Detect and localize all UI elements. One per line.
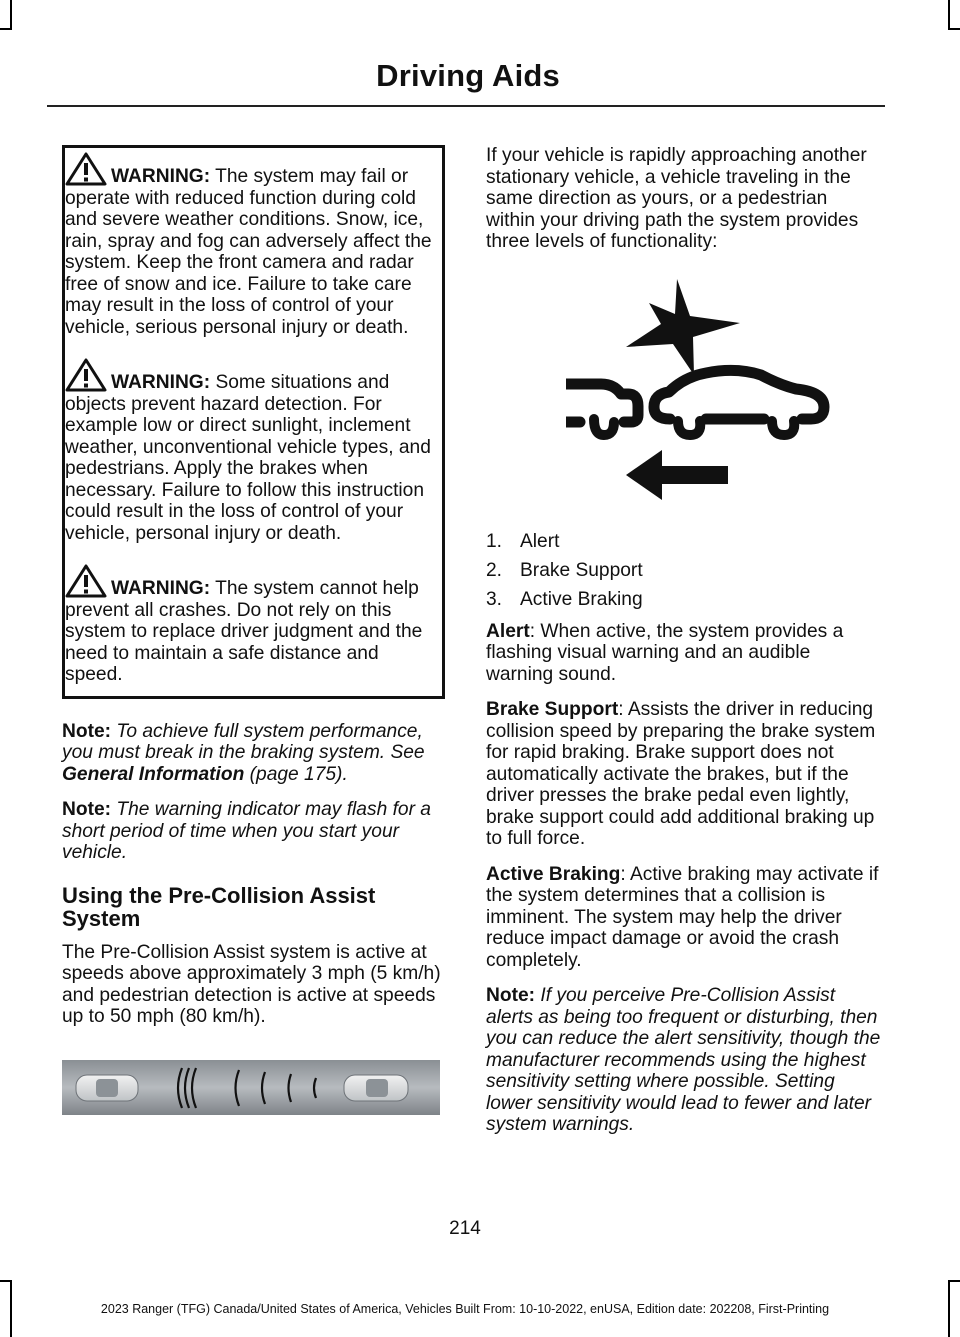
definition-paragraph xyxy=(486,699,881,850)
front-car-icon xyxy=(344,1075,408,1101)
radar-road-illustration xyxy=(62,1060,440,1115)
warning-paragraph xyxy=(65,148,436,338)
definition-paragraph xyxy=(486,864,881,972)
left-column xyxy=(62,145,445,1120)
warning-title: WARNING: xyxy=(111,372,211,393)
star-icon xyxy=(626,279,740,375)
page-reference: (page 175). xyxy=(244,763,348,785)
definition-text: : Assists the driver in reducing collision speed by preparing the brake system for rapid braking. Brake support does not automatically activate the brakes, but if the driver presses the brake pedal even lightly, brake support could add additional braking up to full force. xyxy=(486,699,876,849)
warning-text: The system cannot help prevent all crashes. Do not rely on this system to replace driver judgment and the need to maintain a safe distance and speed. xyxy=(65,578,423,685)
warning-text: The system may fail or operate with reduced function during cold and severe weather conditions. Snow, ice, rain, spray and fog can adversely affect the system. Keep the front camera and radar free of snow and ice. Failure to take care may result in the loss of control of your vehicle, serious personal injury or death. xyxy=(65,166,432,338)
list-item: 3. Active Braking xyxy=(486,588,643,610)
note-text: To achieve full system performance, you must break in the braking system. See xyxy=(62,720,425,763)
page-footer: 2023 Ranger (TFG) Canada/United States of America, Vehicles Built From: 10-10-2022, enUSA, Edition date: 202208, First-Printing xyxy=(100,1302,830,1316)
warning-triangle-icon xyxy=(65,564,107,598)
note-text: The warning indicator may flash for a short period of time when you start your vehicle. xyxy=(62,799,431,863)
note-label: Note: xyxy=(62,799,112,820)
levels-list xyxy=(486,531,881,611)
crop-mark xyxy=(10,0,12,30)
crop-mark xyxy=(948,0,950,30)
definition-text: : When active, the system provides a flashing visual warning and an audible warning sound. xyxy=(486,620,844,685)
note-label: Note: xyxy=(486,985,536,1006)
warning-text: Some situations and objects prevent hazard detection. For example low or direct sunlight, inclement weather, unconventional vehicle types, and pedestrians. Apply the brakes when necessary. Failure to follow this instruction could result in the loss of control of your vehicle, personal injury or death. xyxy=(65,372,431,544)
definition-term: Brake Support xyxy=(486,699,619,720)
crop-mark xyxy=(948,1280,950,1337)
cross-reference-link[interactable]: General Information xyxy=(62,763,245,785)
note-paragraph xyxy=(486,985,881,1136)
page-title: Driving Aids xyxy=(376,58,560,93)
definition-paragraph xyxy=(486,621,881,686)
warning-paragraph xyxy=(65,358,436,544)
crop-mark xyxy=(0,28,12,30)
warning-triangle-icon xyxy=(65,152,107,186)
warning-box xyxy=(62,145,445,699)
warning-title: WARNING: xyxy=(111,166,211,187)
section-heading: Using the Pre-Collision Assist System xyxy=(62,882,376,931)
note-text: If you perceive Pre-Collision Assist alerts as being too frequent or disturbing, then you can reduce the alert sensitivity, though the manufacturer recommends using the highest sensitivity setting where possible. Setting lower sensitivity would lead to fewer and later system warnings. xyxy=(486,985,881,1135)
warning-triangle-icon xyxy=(65,358,107,392)
intro-paragraph: If your vehicle is rapidly approaching another stationary vehicle, a vehicle traveling in the same direction as yours, or a pedestrian within your driving path the system provides three levels of functionality: xyxy=(486,145,867,252)
note-paragraph xyxy=(62,799,445,864)
rear-car-icon xyxy=(76,1075,138,1101)
header-rule xyxy=(47,105,885,107)
definition-term: Active Braking xyxy=(486,863,621,885)
list-item: 2. Brake Support xyxy=(486,559,643,581)
page-number: 214 xyxy=(449,1218,481,1239)
rear-car-outline xyxy=(566,384,638,422)
warning-paragraph xyxy=(65,564,436,686)
definition-term: Alert xyxy=(486,620,530,642)
crop-mark xyxy=(948,1280,960,1282)
right-column xyxy=(486,145,881,1150)
front-car-outline xyxy=(654,370,824,419)
note-paragraph xyxy=(62,721,445,786)
definition-text: : Active braking may activate if the system determines that a collision is imminent. The system may help the driver reduce impact damage or avoid the crash completely. xyxy=(486,863,879,971)
section-body: The Pre-Collision Assist system is active at speeds above approximately 3 mph (5 km/h) and pedestrian detection is active at speeds up to 50 mph (80 km/h). xyxy=(62,941,441,1027)
note-label: Note: xyxy=(62,720,112,742)
warning-title: WARNING: xyxy=(111,578,211,599)
crop-mark xyxy=(948,28,960,30)
crop-mark xyxy=(0,1280,12,1282)
arrow-left-icon xyxy=(626,450,728,500)
pre-collision-icon xyxy=(566,267,836,517)
list-item: 1. Alert xyxy=(486,530,560,552)
